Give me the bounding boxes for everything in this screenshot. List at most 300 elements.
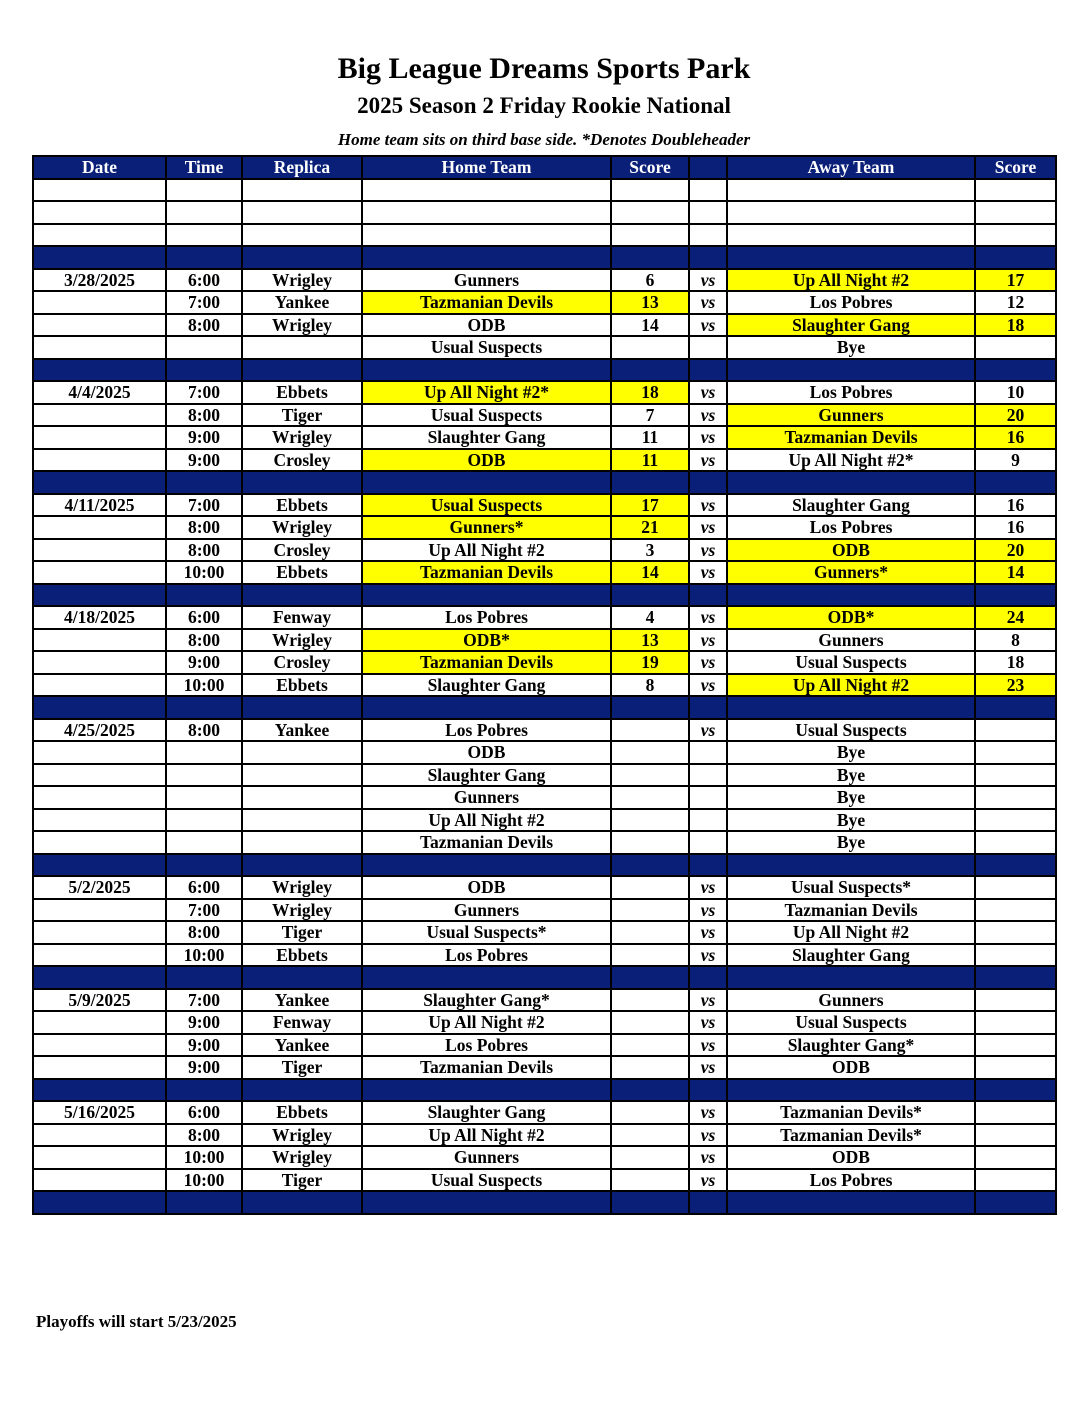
game-row xyxy=(33,674,1056,697)
game-row xyxy=(33,876,1056,899)
game-row xyxy=(33,539,1056,562)
away-score-cell xyxy=(975,1124,1056,1147)
date-cell xyxy=(33,404,166,427)
empty-cell xyxy=(242,224,362,247)
time-cell: 10:00 xyxy=(166,561,242,584)
away-score-cell: 23 xyxy=(975,674,1056,697)
separator-row xyxy=(33,584,1056,607)
replica-cell: Wrigley xyxy=(242,269,362,292)
away-team-cell: Los Pobres xyxy=(727,1169,975,1192)
replica-cell: Wrigley xyxy=(242,1146,362,1169)
time-cell xyxy=(166,764,242,787)
empty-cell xyxy=(689,201,727,224)
game-row xyxy=(33,899,1056,922)
away-team-cell: Bye xyxy=(727,336,975,359)
vs-cell: vs xyxy=(689,944,727,967)
empty-cell xyxy=(975,224,1056,247)
vs-cell: vs xyxy=(689,899,727,922)
vs-cell: vs xyxy=(689,1034,727,1057)
away-team-cell: Up All Night #2 xyxy=(727,269,975,292)
time-cell: 7:00 xyxy=(166,494,242,517)
time-cell: 9:00 xyxy=(166,426,242,449)
game-row xyxy=(33,269,1056,292)
date-cell xyxy=(33,786,166,809)
home-score-cell xyxy=(611,809,689,832)
empty-cell xyxy=(975,696,1056,719)
home-score-cell xyxy=(611,1056,689,1079)
away-score-cell xyxy=(975,786,1056,809)
home-team-cell: Usual Suspects xyxy=(362,336,611,359)
away-score-cell: 20 xyxy=(975,404,1056,427)
empty-cell xyxy=(975,471,1056,494)
empty-cell xyxy=(611,179,689,202)
empty-cell xyxy=(362,966,611,989)
game-row xyxy=(33,1034,1056,1057)
blank-row xyxy=(33,179,1056,202)
empty-cell xyxy=(689,471,727,494)
home-team-cell: ODB xyxy=(362,449,611,472)
separator-row xyxy=(33,696,1056,719)
home-score-cell: 11 xyxy=(611,449,689,472)
empty-cell xyxy=(362,359,611,382)
empty-cell xyxy=(975,246,1056,269)
away-team-cell: Los Pobres xyxy=(727,291,975,314)
away-score-cell xyxy=(975,899,1056,922)
away-score-cell xyxy=(975,1011,1056,1034)
home-score-cell: 14 xyxy=(611,314,689,337)
empty-cell xyxy=(242,201,362,224)
game-row xyxy=(33,606,1056,629)
away-score-cell xyxy=(975,1056,1056,1079)
vs-cell: vs xyxy=(689,1056,727,1079)
empty-cell xyxy=(362,696,611,719)
away-team-cell: ODB* xyxy=(727,606,975,629)
date-cell xyxy=(33,764,166,787)
empty-cell xyxy=(166,854,242,877)
away-score-cell: 8 xyxy=(975,629,1056,652)
date-cell xyxy=(33,629,166,652)
empty-cell xyxy=(611,1079,689,1102)
home-team-cell: Usual Suspects* xyxy=(362,921,611,944)
empty-cell xyxy=(33,471,166,494)
date-cell xyxy=(33,291,166,314)
away-team-cell: Up All Night #2* xyxy=(727,449,975,472)
date-cell xyxy=(33,426,166,449)
time-cell: 6:00 xyxy=(166,876,242,899)
away-team-cell: Slaughter Gang* xyxy=(727,1034,975,1057)
col-header-away-score: Score xyxy=(975,156,1056,179)
home-team-cell: ODB xyxy=(362,741,611,764)
time-cell: 10:00 xyxy=(166,1169,242,1192)
replica-cell: Tiger xyxy=(242,1056,362,1079)
empty-cell xyxy=(975,1191,1056,1214)
col-header-home-score: Score xyxy=(611,156,689,179)
game-row xyxy=(33,426,1056,449)
game-row xyxy=(33,404,1056,427)
schedule-note: Home team sits on third base side. *Denotes Doubleheader xyxy=(337,130,751,149)
game-row xyxy=(33,831,1056,854)
home-score-cell xyxy=(611,989,689,1012)
time-cell: 7:00 xyxy=(166,989,242,1012)
empty-cell xyxy=(33,966,166,989)
empty-cell xyxy=(242,966,362,989)
time-cell: 8:00 xyxy=(166,314,242,337)
time-cell xyxy=(166,786,242,809)
replica-cell: Ebbets xyxy=(242,381,362,404)
home-score-cell: 8 xyxy=(611,674,689,697)
replica-cell: Ebbets xyxy=(242,1101,362,1124)
away-team-cell: Bye xyxy=(727,786,975,809)
replica-cell xyxy=(242,786,362,809)
away-team-cell: Tazmanian Devils* xyxy=(727,1101,975,1124)
empty-cell xyxy=(975,966,1056,989)
vs-cell: vs xyxy=(689,1011,727,1034)
empty-cell xyxy=(727,584,975,607)
home-score-cell: 13 xyxy=(611,629,689,652)
replica-cell: Crosley xyxy=(242,449,362,472)
date-cell xyxy=(33,1011,166,1034)
empty-cell xyxy=(727,1079,975,1102)
replica-cell xyxy=(242,831,362,854)
empty-cell xyxy=(727,1191,975,1214)
empty-cell xyxy=(33,359,166,382)
game-row xyxy=(33,1146,1056,1169)
home-score-cell: 21 xyxy=(611,516,689,539)
time-cell: 9:00 xyxy=(166,651,242,674)
vs-cell: vs xyxy=(689,404,727,427)
empty-cell xyxy=(362,201,611,224)
empty-cell xyxy=(362,584,611,607)
empty-cell xyxy=(611,696,689,719)
empty-cell xyxy=(975,854,1056,877)
empty-cell xyxy=(611,854,689,877)
time-cell: 10:00 xyxy=(166,944,242,967)
home-team-cell: Los Pobres xyxy=(362,1034,611,1057)
away-score-cell xyxy=(975,1146,1056,1169)
game-row xyxy=(33,629,1056,652)
game-row xyxy=(33,291,1056,314)
empty-cell xyxy=(242,359,362,382)
replica-cell: Ebbets xyxy=(242,674,362,697)
empty-cell xyxy=(727,854,975,877)
vs-cell: vs xyxy=(689,606,727,629)
game-row xyxy=(33,989,1056,1012)
empty-cell xyxy=(33,696,166,719)
empty-cell xyxy=(689,696,727,719)
vs-cell: vs xyxy=(689,1169,727,1192)
col-header-date: Date xyxy=(33,156,166,179)
home-score-cell: 14 xyxy=(611,561,689,584)
home-score-cell: 13 xyxy=(611,291,689,314)
home-score-cell xyxy=(611,1101,689,1124)
date-cell: 4/11/2025 xyxy=(33,494,166,517)
date-cell: 4/25/2025 xyxy=(33,719,166,742)
empty-cell xyxy=(166,179,242,202)
separator-row xyxy=(33,1079,1056,1102)
away-team-cell: Bye xyxy=(727,741,975,764)
empty-cell xyxy=(33,1191,166,1214)
replica-cell xyxy=(242,764,362,787)
date-cell: 5/16/2025 xyxy=(33,1101,166,1124)
empty-cell xyxy=(166,224,242,247)
date-cell xyxy=(33,831,166,854)
away-team-cell: ODB xyxy=(727,1146,975,1169)
away-team-cell: Gunners xyxy=(727,989,975,1012)
separator-row xyxy=(33,359,1056,382)
empty-cell xyxy=(611,471,689,494)
empty-cell xyxy=(242,696,362,719)
date-cell: 5/9/2025 xyxy=(33,989,166,1012)
replica-cell xyxy=(242,336,362,359)
vs-cell: vs xyxy=(689,381,727,404)
away-team-cell: Usual Suspects* xyxy=(727,876,975,899)
date-cell xyxy=(33,516,166,539)
away-team-cell: Bye xyxy=(727,831,975,854)
date-cell xyxy=(33,336,166,359)
home-score-cell xyxy=(611,1169,689,1192)
replica-cell xyxy=(242,809,362,832)
away-score-cell xyxy=(975,809,1056,832)
empty-cell xyxy=(611,584,689,607)
away-team-cell: ODB xyxy=(727,1056,975,1079)
home-team-cell: Tazmanian Devils xyxy=(362,651,611,674)
away-score-cell xyxy=(975,831,1056,854)
empty-cell xyxy=(727,224,975,247)
game-row xyxy=(33,1056,1056,1079)
empty-cell xyxy=(166,1079,242,1102)
home-team-cell: Usual Suspects xyxy=(362,404,611,427)
away-score-cell: 16 xyxy=(975,426,1056,449)
empty-cell xyxy=(33,584,166,607)
home-team-cell: Slaughter Gang xyxy=(362,426,611,449)
game-row xyxy=(33,809,1056,832)
vs-cell: vs xyxy=(689,629,727,652)
home-team-cell: Up All Night #2 xyxy=(362,539,611,562)
empty-cell xyxy=(727,696,975,719)
vs-cell: vs xyxy=(689,561,727,584)
empty-cell xyxy=(242,584,362,607)
home-team-cell: Los Pobres xyxy=(362,719,611,742)
empty-cell xyxy=(689,966,727,989)
vs-cell: vs xyxy=(689,651,727,674)
away-team-cell: Up All Night #2 xyxy=(727,674,975,697)
date-cell xyxy=(33,921,166,944)
home-team-cell: Gunners xyxy=(362,269,611,292)
header-row xyxy=(33,156,1056,179)
away-team-cell: Up All Night #2 xyxy=(727,921,975,944)
empty-cell xyxy=(689,224,727,247)
empty-cell xyxy=(242,246,362,269)
col-header-home-team: Home Team xyxy=(362,156,611,179)
game-row xyxy=(33,1169,1056,1192)
home-score-cell: 3 xyxy=(611,539,689,562)
away-team-cell: Bye xyxy=(727,764,975,787)
empty-cell xyxy=(33,224,166,247)
empty-cell xyxy=(33,1079,166,1102)
time-cell: 8:00 xyxy=(166,921,242,944)
away-team-cell: Los Pobres xyxy=(727,516,975,539)
empty-cell xyxy=(689,1191,727,1214)
schedule-table xyxy=(32,155,1057,1215)
empty-cell xyxy=(611,246,689,269)
date-cell: 4/4/2025 xyxy=(33,381,166,404)
game-row xyxy=(33,381,1056,404)
separator-row xyxy=(33,1191,1056,1214)
replica-cell: Fenway xyxy=(242,606,362,629)
away-team-cell: ODB xyxy=(727,539,975,562)
away-score-cell: 18 xyxy=(975,314,1056,337)
away-score-cell xyxy=(975,764,1056,787)
empty-cell xyxy=(727,966,975,989)
empty-cell xyxy=(689,854,727,877)
replica-cell: Wrigley xyxy=(242,426,362,449)
home-score-cell xyxy=(611,719,689,742)
date-cell xyxy=(33,1034,166,1057)
home-team-cell: Los Pobres xyxy=(362,944,611,967)
col-header-time: Time xyxy=(166,156,242,179)
away-score-cell xyxy=(975,1169,1056,1192)
replica-cell: Ebbets xyxy=(242,494,362,517)
empty-cell xyxy=(611,224,689,247)
home-score-cell xyxy=(611,899,689,922)
separator-row xyxy=(33,471,1056,494)
replica-cell: Yankee xyxy=(242,989,362,1012)
replica-cell xyxy=(242,741,362,764)
time-cell: 9:00 xyxy=(166,1034,242,1057)
replica-cell: Wrigley xyxy=(242,629,362,652)
home-score-cell xyxy=(611,1034,689,1057)
vs-cell xyxy=(689,786,727,809)
away-team-cell: Gunners xyxy=(727,404,975,427)
away-team-cell: Tazmanian Devils xyxy=(727,426,975,449)
blank-row xyxy=(33,201,1056,224)
home-score-cell xyxy=(611,764,689,787)
vs-cell xyxy=(689,809,727,832)
home-score-cell xyxy=(611,944,689,967)
empty-cell xyxy=(166,201,242,224)
separator-row xyxy=(33,854,1056,877)
date-cell xyxy=(33,1124,166,1147)
game-row xyxy=(33,944,1056,967)
time-cell: 9:00 xyxy=(166,1056,242,1079)
vs-cell xyxy=(689,764,727,787)
empty-cell xyxy=(727,179,975,202)
time-cell: 10:00 xyxy=(166,1146,242,1169)
replica-cell: Tiger xyxy=(242,1169,362,1192)
date-cell: 5/2/2025 xyxy=(33,876,166,899)
date-cell: 4/18/2025 xyxy=(33,606,166,629)
home-score-cell xyxy=(611,786,689,809)
col-header-vs xyxy=(689,156,727,179)
date-cell xyxy=(33,561,166,584)
home-team-cell: Usual Suspects xyxy=(362,494,611,517)
blank-row xyxy=(33,224,1056,247)
replica-cell: Yankee xyxy=(242,291,362,314)
empty-cell xyxy=(33,246,166,269)
game-row xyxy=(33,764,1056,787)
away-score-cell xyxy=(975,1101,1056,1124)
empty-cell xyxy=(689,179,727,202)
away-score-cell xyxy=(975,921,1056,944)
game-row xyxy=(33,1011,1056,1034)
game-row xyxy=(33,336,1056,359)
away-score-cell: 20 xyxy=(975,539,1056,562)
home-score-cell xyxy=(611,921,689,944)
empty-cell xyxy=(242,1079,362,1102)
empty-cell xyxy=(975,584,1056,607)
home-team-cell: Slaughter Gang xyxy=(362,764,611,787)
empty-cell xyxy=(166,359,242,382)
date-cell xyxy=(33,651,166,674)
empty-cell xyxy=(727,471,975,494)
empty-cell xyxy=(362,1191,611,1214)
vs-cell: vs xyxy=(689,291,727,314)
separator-row xyxy=(33,966,1056,989)
home-score-cell: 19 xyxy=(611,651,689,674)
home-team-cell: Gunners* xyxy=(362,516,611,539)
away-score-cell: 18 xyxy=(975,651,1056,674)
empty-cell xyxy=(166,584,242,607)
date-cell xyxy=(33,741,166,764)
empty-cell xyxy=(975,201,1056,224)
away-team-cell: Usual Suspects xyxy=(727,719,975,742)
home-team-cell: Up All Night #2* xyxy=(362,381,611,404)
vs-cell xyxy=(689,741,727,764)
empty-cell xyxy=(362,471,611,494)
game-row xyxy=(33,1124,1056,1147)
game-row xyxy=(33,786,1056,809)
vs-cell: vs xyxy=(689,921,727,944)
home-score-cell xyxy=(611,1146,689,1169)
away-team-cell: Tazmanian Devils* xyxy=(727,1124,975,1147)
empty-cell xyxy=(33,201,166,224)
home-team-cell: ODB xyxy=(362,314,611,337)
home-team-cell: Gunners xyxy=(362,1146,611,1169)
away-score-cell xyxy=(975,876,1056,899)
date-cell: 3/28/2025 xyxy=(33,269,166,292)
away-score-cell xyxy=(975,719,1056,742)
away-score-cell xyxy=(975,1034,1056,1057)
time-cell xyxy=(166,741,242,764)
away-score-cell: 14 xyxy=(975,561,1056,584)
time-cell: 8:00 xyxy=(166,516,242,539)
replica-cell: Tiger xyxy=(242,404,362,427)
time-cell: 8:00 xyxy=(166,719,242,742)
game-row xyxy=(33,516,1056,539)
empty-cell xyxy=(166,246,242,269)
away-team-cell: Gunners* xyxy=(727,561,975,584)
empty-cell xyxy=(689,246,727,269)
time-cell: 10:00 xyxy=(166,674,242,697)
away-score-cell: 16 xyxy=(975,516,1056,539)
date-cell xyxy=(33,944,166,967)
away-score-cell: 16 xyxy=(975,494,1056,517)
time-cell xyxy=(166,831,242,854)
empty-cell xyxy=(611,1191,689,1214)
home-team-cell: Gunners xyxy=(362,899,611,922)
empty-cell xyxy=(166,966,242,989)
separator-row xyxy=(33,246,1056,269)
vs-cell: vs xyxy=(689,719,727,742)
vs-cell: vs xyxy=(689,269,727,292)
replica-cell: Yankee xyxy=(242,719,362,742)
empty-cell xyxy=(727,201,975,224)
away-team-cell: Usual Suspects xyxy=(727,1011,975,1034)
home-team-cell: Tazmanian Devils xyxy=(362,291,611,314)
empty-cell xyxy=(362,179,611,202)
vs-cell: vs xyxy=(689,539,727,562)
home-score-cell xyxy=(611,831,689,854)
